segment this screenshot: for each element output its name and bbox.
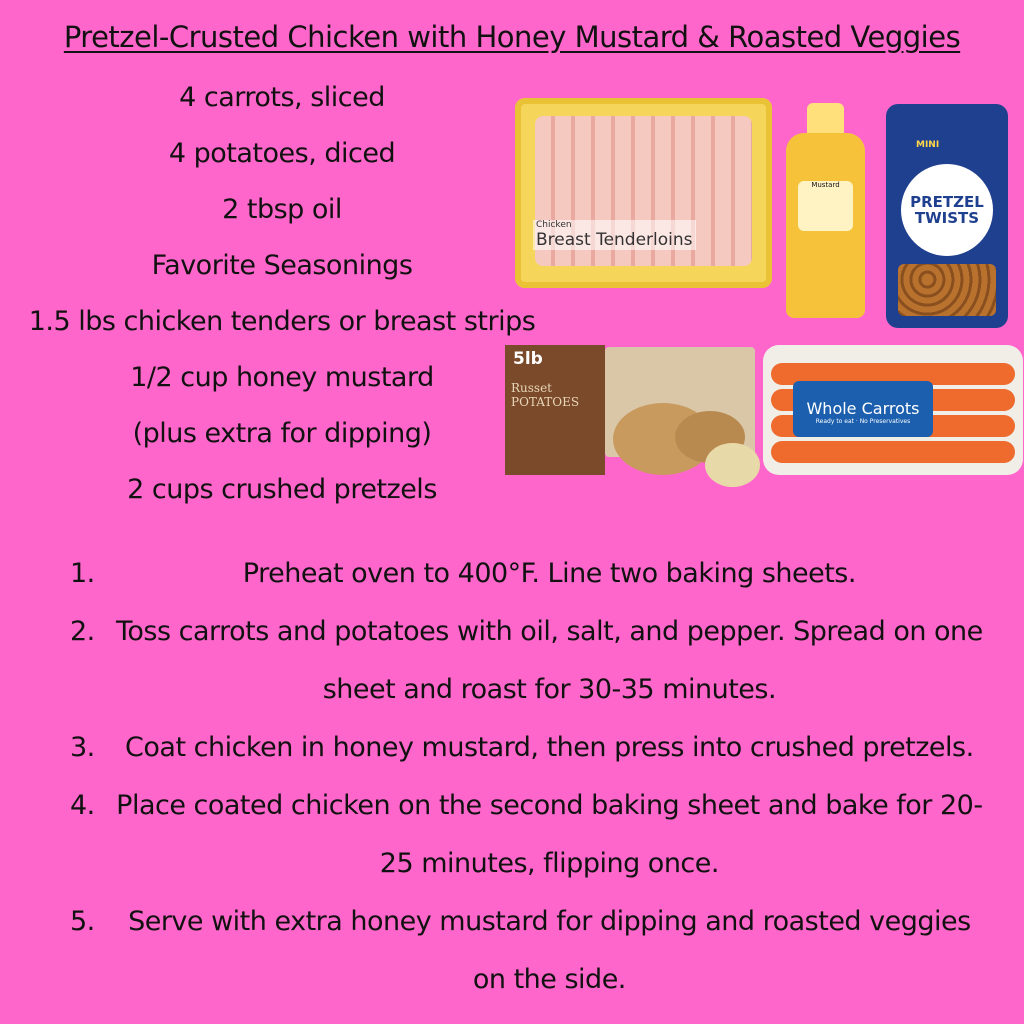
step-text: Preheat oven to 400°F. Line two baking sheets. bbox=[242, 558, 856, 589]
chicken-tenderloins-package-image bbox=[515, 98, 772, 288]
instruction-step bbox=[70, 603, 990, 719]
pretzel-twists-bag-image bbox=[886, 104, 1008, 328]
ingredient-item: Favorite Seasonings bbox=[151, 250, 413, 281]
pretzel-mini-label: MINI bbox=[916, 140, 940, 150]
pretzel-name-label: PRETZEL TWISTS bbox=[901, 164, 993, 256]
step-number: 4. bbox=[70, 790, 95, 821]
ingredient-item: 1.5 lbs chicken tenders or breast strips bbox=[28, 306, 536, 337]
potato-bag-label: Russet POTATOES bbox=[511, 381, 580, 409]
instruction-step bbox=[70, 545, 990, 603]
step-number: 5. bbox=[70, 906, 95, 937]
ingredient-item: 1/2 cup honey mustard bbox=[130, 362, 434, 393]
carrot-bag-sublabel: Ready to eat · No Preservatives bbox=[815, 418, 911, 425]
ingredient-item: 4 carrots, sliced bbox=[179, 82, 385, 113]
russet-potatoes-image bbox=[505, 345, 765, 490]
instruction-step bbox=[70, 893, 990, 1009]
instruction-step bbox=[70, 719, 990, 777]
ingredient-item: 2 cups crushed pretzels bbox=[127, 474, 437, 505]
step-text: Coat chicken in honey mustard, then press into crushed pretzels. bbox=[125, 732, 974, 763]
instruction-step bbox=[70, 777, 990, 893]
potato-bag-size: 5lb bbox=[513, 349, 543, 369]
step-number: 1. bbox=[70, 558, 95, 589]
step-number: 3. bbox=[70, 732, 95, 763]
ingredient-item: 2 tbsp oil bbox=[222, 194, 342, 225]
recipe-title: Pretzel-Crusted Chicken with Honey Mustard & Roasted Veggies bbox=[63, 20, 961, 54]
step-number: 2. bbox=[70, 616, 95, 647]
ingredient-item: (plus extra for dipping) bbox=[132, 418, 432, 449]
whole-carrots-bag-image bbox=[763, 345, 1023, 475]
instruction-list bbox=[70, 545, 990, 1009]
ingredient-list bbox=[22, 70, 542, 518]
honey-mustard-bottle-image bbox=[783, 103, 868, 318]
step-text: Toss carrots and potatoes with oil, salt, and pepper. Spread on one sheet and roast for 30-35 minutes. bbox=[115, 616, 983, 705]
chicken-package-label: Breast Tenderloins bbox=[536, 230, 693, 250]
step-text: Serve with extra honey mustard for dipping and roasted veggies on the side. bbox=[128, 906, 971, 995]
ingredient-item: 4 potatoes, diced bbox=[168, 138, 396, 169]
carrot-bag-label: Whole Carrots bbox=[806, 399, 920, 418]
mustard-label: Mustard bbox=[798, 181, 853, 231]
chicken-package-small-label: Chicken bbox=[536, 220, 572, 230]
step-text: Place coated chicken on the second baking sheet and bake for 20-25 minutes, flipping once. bbox=[116, 790, 983, 879]
